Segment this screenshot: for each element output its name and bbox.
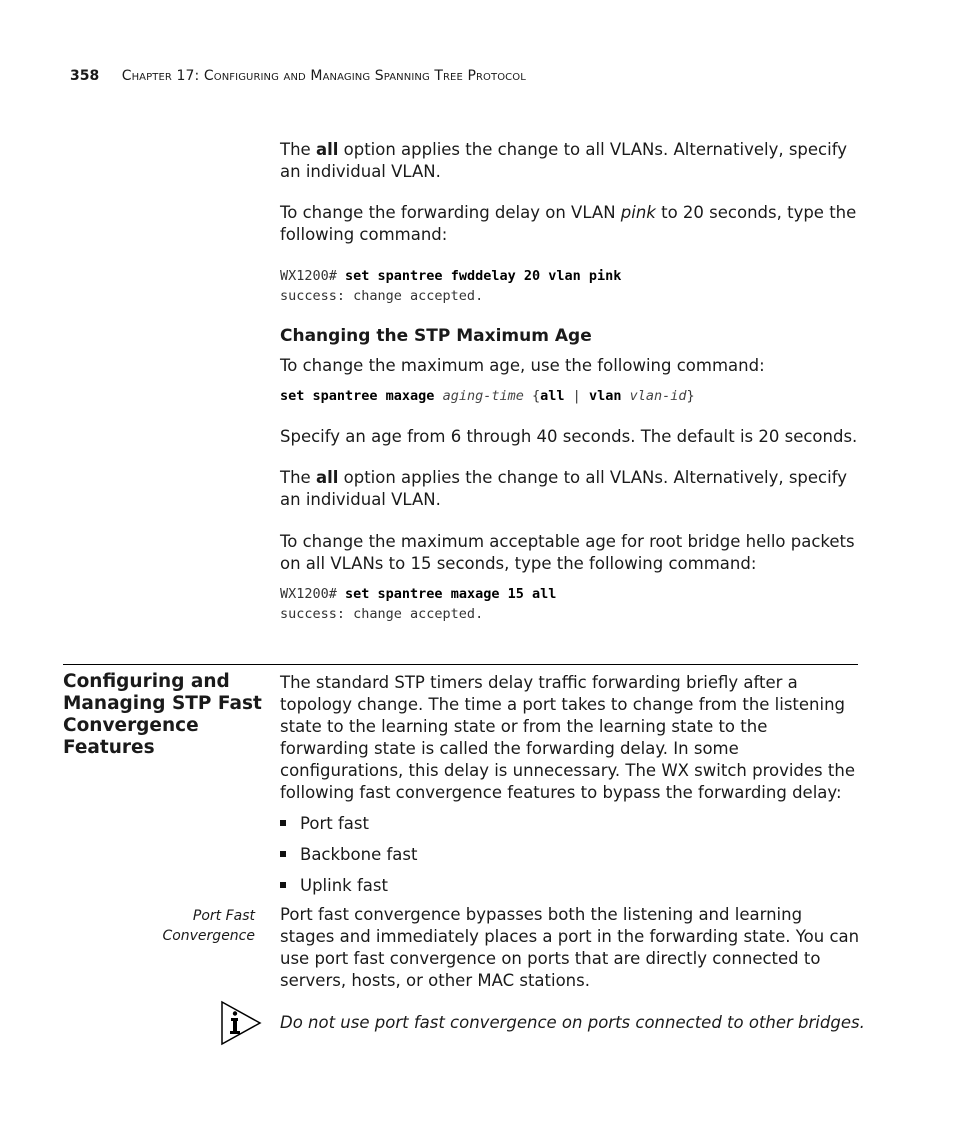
text: The	[280, 140, 316, 159]
prompt: WX1200#	[280, 586, 346, 602]
chapter-title: Chapter 17: Configuring and Managing Spanning Tree Protocol	[121, 68, 526, 84]
bar: |	[572, 388, 581, 404]
subheading-max-age: Changing the STP Maximum Age	[280, 326, 592, 346]
command: set spantree maxage 15 all	[345, 586, 557, 602]
list-item	[280, 844, 417, 866]
syntax-command: set spantree maxage	[280, 388, 435, 404]
section-heading: Configuring and Managing STP Fast Convergence Features	[63, 671, 262, 758]
list-item-text: Port fast	[300, 814, 369, 833]
bullet-icon	[280, 851, 286, 857]
response: success: change accepted.	[280, 288, 484, 304]
command: set spantree fwddelay 20 vlan pink	[345, 268, 622, 284]
info-icon	[220, 1000, 262, 1050]
paragraph-age-range: Specify an age from 6 through 40 seconds. The default is 20 seconds.	[280, 427, 858, 446]
text: option applies the change to all VLANs. Alternatively, specify an individual VLAN.	[280, 468, 847, 509]
keyword-all: all	[315, 468, 339, 487]
response: success: change accepted.	[280, 606, 484, 622]
keyword-all: all	[315, 140, 339, 159]
paragraph-maxage-intro: To change the maximum age, use the following command:	[280, 356, 765, 375]
brace: {	[532, 388, 541, 404]
vlan-name: pink	[620, 203, 656, 222]
list-item-text: Backbone fast	[300, 845, 418, 864]
text: to 20 seconds, type the following command:	[280, 203, 857, 244]
syntax-vlan: vlan	[588, 388, 622, 404]
side-heading-port-fast: Port Fast Convergence	[162, 908, 255, 944]
paragraph-all-option-1	[280, 139, 860, 183]
text: option applies the change to all VLANs. Alternatively, specify an individual VLAN.	[280, 140, 847, 181]
syntax-arg: aging-time	[442, 388, 524, 404]
code-block-fwddelay	[280, 266, 621, 306]
paragraph-port-fast: Port fast convergence bypasses both the listening and learning stages and immediately places a port in the forwarding state. You can use port fast convergence on ports that are directly connected to servers, hosts, or other MAC stations.	[280, 905, 860, 990]
bullet-icon	[280, 882, 286, 888]
paragraph-fwddelay	[280, 202, 860, 246]
bullet-icon	[280, 820, 286, 826]
page-number: 358	[70, 68, 100, 84]
paragraph-maxage-example: To change the maximum acceptable age for root bridge hello packets on all VLANs to 15 seconds, type the following command:	[280, 532, 855, 573]
list-item	[280, 875, 388, 897]
list-item-text: Uplink fast	[300, 876, 388, 895]
brace: }	[686, 388, 695, 404]
section-divider	[63, 664, 858, 665]
page-header	[70, 68, 526, 84]
syntax-arg: vlan-id	[629, 388, 687, 404]
note-text: Do not use port fast convergence on ports connected to other bridges.	[280, 1013, 865, 1032]
code-block-maxage	[280, 584, 556, 624]
syntax-maxage	[280, 386, 695, 406]
paragraph-all-option-2	[280, 467, 860, 511]
syntax-all: all	[540, 388, 565, 404]
text: To change the forwarding delay on VLAN	[280, 203, 621, 222]
prompt: WX1200#	[280, 268, 346, 284]
text: The	[280, 468, 316, 487]
list-item	[280, 813, 369, 835]
paragraph-fast-convergence: The standard STP timers delay traffic forwarding briefly after a topology change. The time a port takes to change from the listening state to the learning state or from the learning state to the forwarding state is called the forwarding delay. In some configurations, this delay is unnecessary. The WX switch provides the following fast convergence features to bypass the forwarding delay:	[280, 673, 855, 802]
